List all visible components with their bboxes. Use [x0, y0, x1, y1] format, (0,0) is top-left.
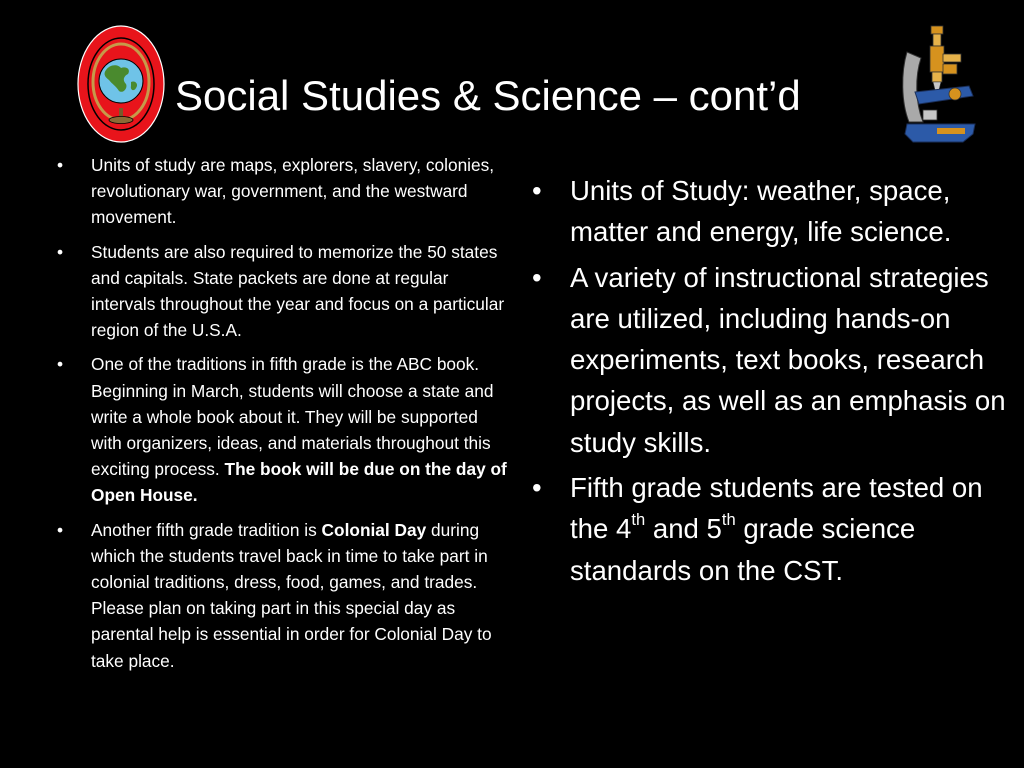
list-item	[48, 152, 512, 231]
list-item-text: Units of Study: weather, space, matter and energy, life science.	[570, 175, 952, 248]
list-item-text: Students are also required to memorize the 50 states and capitals. State packets are done at regular intervals throughout the year and focus on a particular region of the U.S.A.	[91, 241, 505, 341]
list-item-text: during which the students travel back in time to take part in colonial traditions, dress, food, games, and trades. Please plan on taking part in this special day as parental help is essential in order for Colonial Day to take place.	[91, 519, 492, 671]
bullet-icon: •	[57, 354, 64, 375]
list-item	[48, 517, 512, 674]
bullet-icon: •	[57, 155, 64, 175]
bullet-icon: •	[57, 519, 64, 540]
list-item	[48, 239, 512, 344]
superscript: th	[721, 509, 736, 529]
bullet-icon: •	[532, 261, 542, 293]
slide-title: Social Studies & Science – cont’d	[175, 72, 801, 119]
list-item	[528, 467, 1016, 591]
bullet-icon: •	[532, 175, 542, 206]
list-item-bold-text: The book will be due on the day of Open House.	[91, 459, 507, 506]
bullet-icon: •	[57, 241, 64, 262]
right-bullet-list	[528, 170, 1016, 595]
list-item-text: A variety of instructional strategies are utilized, including hands-on experiments, text books, research projects, as well as an emphasis on study skills.	[570, 261, 1006, 458]
bullet-icon: •	[532, 472, 542, 504]
list-item	[528, 170, 1016, 253]
list-item-text: Fifth grade students are tested on the 4	[570, 472, 983, 545]
left-bullet-list	[48, 152, 512, 682]
globe-icon	[76, 24, 166, 144]
list-item-bold-text: Colonial Day	[321, 519, 427, 540]
list-item	[528, 257, 1016, 463]
list-item-text: grade science standards on the CST.	[570, 513, 916, 586]
list-item-text: Another fifth grade tradition is	[91, 519, 322, 540]
list-item-text: and 5	[645, 513, 722, 545]
list-item-text: Units of study are maps, explorers, slavery, colonies, revolutionary war, government, and the westward movement.	[91, 155, 495, 228]
list-item	[48, 351, 512, 508]
superscript: th	[631, 509, 646, 529]
list-item-text: One of the traditions in fifth grade is the ABC book. Beginning in March, students will choose a state and write a whole book about it. They will be supported with organizers, ideas, and materials throughout this exciting process.	[91, 354, 494, 480]
microscope-icon	[893, 24, 981, 150]
